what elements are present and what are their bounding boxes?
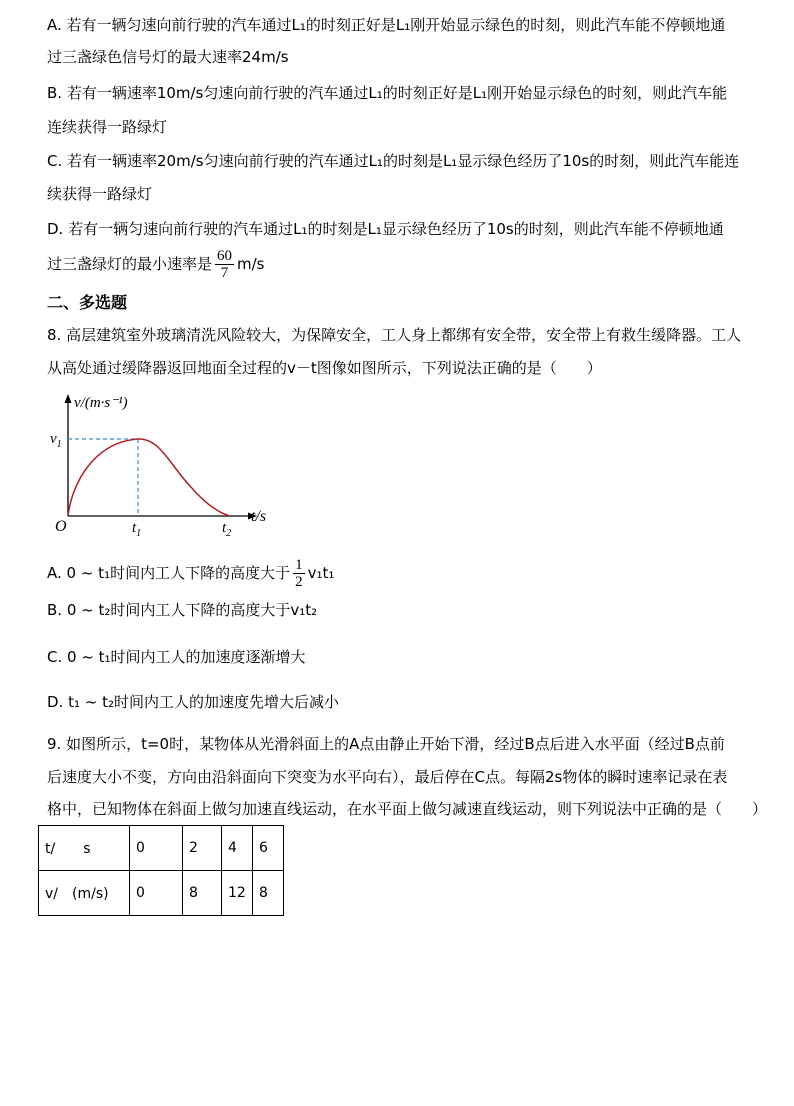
table-cell: t/ s: [39, 826, 130, 871]
q8-option-d: D. t₁ ~ t₂时间内工人的加速度先增大后减小: [47, 693, 339, 711]
q8-option-a-suffix: v₁t₁: [307, 564, 335, 582]
section-title: 二、多选题: [47, 293, 128, 312]
q7-option-c-line2: 续获得一路绿灯: [47, 185, 153, 203]
t1-label: $t_1$: [132, 520, 142, 539]
q7-option-b-line1: B. 若有一辆速率10m/s匀速向前行驶的汽车通过L₁的时刻正好是L₁刚开始显示绿色的时刻，则此汽车能: [47, 84, 728, 102]
table-cell: 6: [253, 826, 284, 871]
q7-option-a-line2: 过三盏绿色信号灯的最大速率24m/s: [47, 48, 289, 66]
table-cell: 0: [130, 826, 183, 871]
table-cell: 12: [222, 871, 253, 916]
q9-stem-line2: 后速度大小不变，方向由沿斜面向下突变为水平向右），最后停在C点。每隔2s物体的瞬时速率记录在表: [47, 768, 728, 786]
table-row: [39, 871, 284, 916]
table-cell: v/ (m/s): [39, 871, 130, 916]
fraction-60-7: [215, 248, 234, 281]
table-cell: 8: [253, 871, 284, 916]
table-cell: 2: [183, 826, 222, 871]
q8-stem-line1: 8. 高层建筑室外玻璃清洗风险较大，为保障安全，工人身上都绑有安全带，安全带上有救生缓降器。工人: [47, 326, 742, 344]
vt-curve: [68, 439, 230, 516]
q8-option-c: C. 0 ~ t₁时间内工人的加速度逐渐增大: [47, 648, 306, 666]
q8-option-b: B. 0 ~ t₂时间内工人下降的高度大于v₁t₂: [47, 601, 318, 619]
q7-option-c-line1: C. 若有一辆速率20m/s匀速向前行驶的汽车通过L₁的时刻是L₁显示绿色经历了10s的时刻，则此汽车能连: [47, 152, 740, 170]
q8-vt-graph: [50, 390, 290, 540]
fraction-numerator: 1: [295, 557, 303, 573]
table-row: [39, 826, 284, 871]
fraction-denominator: 2: [295, 574, 303, 590]
table-cell: 0: [130, 871, 183, 916]
q9-stem-line3: 格中，已知物体在斜面上做匀加速直线运动，在水平面上做匀减速直线运动，则下列说法中正确的是（ ）: [47, 800, 768, 818]
table-cell: 4: [222, 826, 253, 871]
fraction-denominator: 7: [220, 265, 229, 281]
q7-option-d-unit: m/s: [237, 255, 265, 273]
v1-label: $v_1$: [50, 431, 62, 450]
fraction-one-half: [293, 557, 305, 590]
q8-option-a-prefix: A. 0 ~ t₁时间内工人下降的高度大于: [47, 564, 291, 582]
t2-label: $t_2$: [222, 520, 232, 539]
q7-option-a-line1: A. 若有一辆匀速向前行驶的汽车通过L₁的时刻正好是L₁刚开始显示绿色的时刻，则此汽车能不停顿地通: [47, 16, 726, 34]
q7-option-d-prefix: 过三盏绿灯的最小速率是: [47, 255, 213, 273]
q9-data-table: [38, 825, 284, 916]
q9-stem-line1: 9. 如图所示，t=0时，某物体从光滑斜面上的A点由静止开始下滑，经过B点后进入水平面（经过B点前: [47, 735, 725, 753]
q7-option-b-line2: 连续获得一路绿灯: [47, 118, 168, 136]
q8-option-a: [47, 557, 334, 590]
y-axis-label: v/(m·s⁻¹): [74, 395, 128, 411]
fraction-numerator: 60: [217, 248, 233, 264]
q7-option-d-line1: D. 若有一辆匀速向前行驶的汽车通过L₁的时刻是L₁显示绿色经历了10s的时刻，则此汽车能不停顿地通: [47, 220, 724, 238]
q7-option-d-line2: [47, 248, 265, 281]
q8-stem-line2: 从高处通过缓降器返回地面全过程的v－t图像如图所示，下列说法正确的是（ ）: [47, 359, 602, 377]
x-axis-label: t/s: [251, 508, 267, 525]
origin-label: O: [55, 518, 67, 535]
table-cell: 8: [183, 871, 222, 916]
y-axis-arrow: [65, 394, 72, 403]
